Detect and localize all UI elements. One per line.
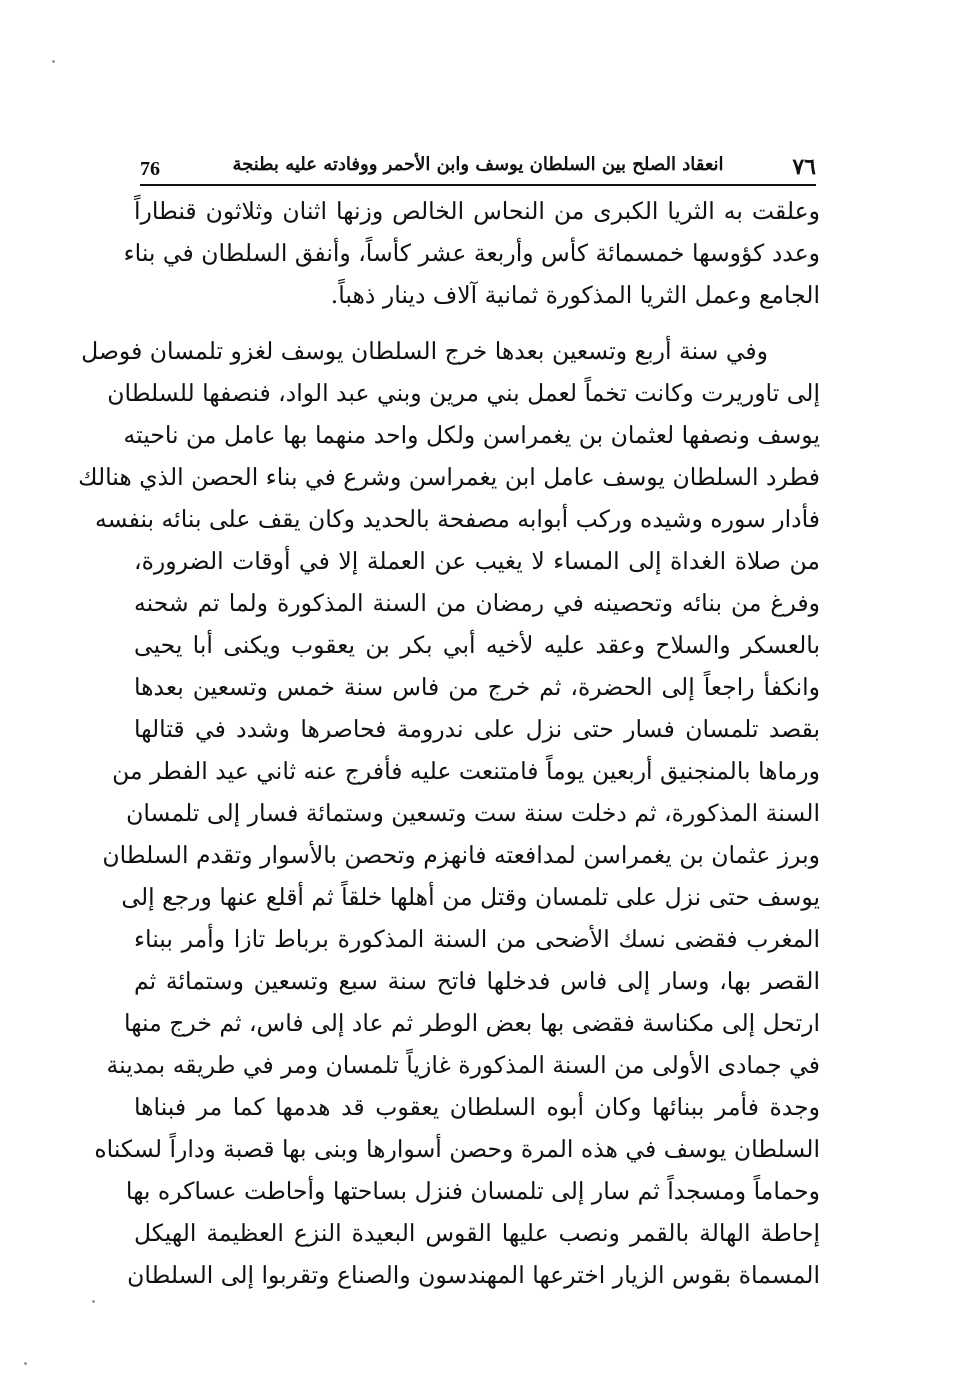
text-line: وفرغ من بنائه وتحصينه في رمضان من السنة المذكورة ولما تم شحنه xyxy=(134,589,820,617)
text-line: القصر بها، وسار إلى فاس فدخلها فاتح سنة سبع وتسعين وستمائة ثم xyxy=(134,967,820,995)
text-line: فأدار سوره وشيده وركب أبوابه مصفحة بالحديد وكان يقف على بنائه بنفسه xyxy=(95,505,820,533)
page-header xyxy=(140,148,816,186)
body-text xyxy=(78,190,820,1296)
text-line: في جمادى الأولى من السنة المذكورة غازياً تلمسان ومر في طريقه بمدينة xyxy=(106,1051,820,1079)
text-line: وعلقت به الثريا الكبرى من النحاس الخالص وزنها اثنان وثلاثون قنطاراً xyxy=(134,197,820,225)
scan-speck xyxy=(52,60,55,63)
page-number-latin: 76 xyxy=(140,158,160,180)
text-line: وعدد كؤوسها خمسمائة كأس وأربعة عشر كأساً، وأنفق السلطان في بناء xyxy=(123,239,820,267)
paragraph-1 xyxy=(123,190,820,316)
text-line: ارتحل إلى مكناسة فقضى بها بعض الوطر ثم عاد إلى فاس، ثم خرج منها xyxy=(124,1009,820,1037)
text-line: يوسف حتى نزل على تلمسان وقتل من أهلها خلقاً ثم أقلع عنها ورجع إلى xyxy=(121,883,820,911)
text-line: من صلاة الغداة إلى المساء لا يغيب عن العملة إلا في أوقات الضرورة، xyxy=(134,547,820,575)
text-line: إحاطة الهالة بالقمر ونصب عليها القوس البعيدة النزع العظيمة الهيكل xyxy=(134,1219,820,1247)
text-line: بالعسكر والسلاح وعقد عليه لأخيه أبي بكر بن يعقوب ويكنى أبا يحيى xyxy=(134,631,820,659)
text-line: وجدة فأمر ببنائها وكان أبوه السلطان يعقوب قد هدمها كما مر فبناها xyxy=(134,1093,820,1121)
text-line: ورماها بالمنجنيق أربعين يوماً فامتنعت عليه فأفرج عنه ثاني عيد الفطر من xyxy=(112,757,820,785)
text-line: السنة المذكورة، ثم دخلت سنة ست وتسعين وستمائة فسار إلى تلمسان xyxy=(126,799,820,827)
text-line: المغرب فقضى نسك الأضحى من السنة المذكورة برباط تازا وأمر ببناء xyxy=(134,925,820,953)
page-number-arabic: ٧٦ xyxy=(792,154,816,180)
text-line: الجامع وعمل الثريا المذكورة ثمانية آلاف دينار ذهباً. xyxy=(330,281,820,309)
text-line: السلطان يوسف في هذه المرة وحصن أسوارها وبنى بها قصبة وداراً لسكناه xyxy=(94,1135,820,1163)
text-line: يوسف ونصفها لعثمان بن يغمراسن ولكل واحد منهما بها عامل من ناحيته xyxy=(123,421,820,449)
text-line: المسماة بقوس الزيار اخترعها المهندسون والصناع وتقربوا إلى السلطان xyxy=(127,1261,820,1289)
text-line: بقصد تلمسان فسار حتى نزل على ندرومة فحاصرها وشدد في قتالها xyxy=(134,715,820,743)
scan-speck xyxy=(24,1362,27,1365)
text-line: وبرز عثمان بن يغمراسن لمدافعته فانهزم وتحصن بالأسوار وتقدم السلطان xyxy=(102,841,820,869)
text-line: وحماماً ومسجداً ثم سار إلى تلمسان فنزل بساحتها وأحاطت عساكره بها xyxy=(125,1177,820,1205)
text-line: وانكفأ راجعاً إلى الحضرة، ثم خرج من فاس سنة خمس وتسعين بعدها xyxy=(134,673,820,701)
running-title: انعقاد الصلح بين السلطان يوسف وابن الأحمر ووفادته عليه بطنجة xyxy=(232,154,724,175)
text-line: إلى تاوريرت وكانت تخماً لعمل بني مرين وبني عبد الواد، فنصفها للسلطان xyxy=(107,379,820,407)
scan-speck xyxy=(92,1300,95,1303)
text-line: وفي سنة أربع وتسعين بعدها خرج السلطان يوسف لغزو تلمسان فوصل xyxy=(81,337,768,365)
paragraph-2 xyxy=(78,330,820,1296)
text-line: فطرد السلطان يوسف عامل ابن يغمراسن وشرع في بناء الحصن الذي هنالك xyxy=(78,463,820,491)
header-rule xyxy=(140,184,816,186)
